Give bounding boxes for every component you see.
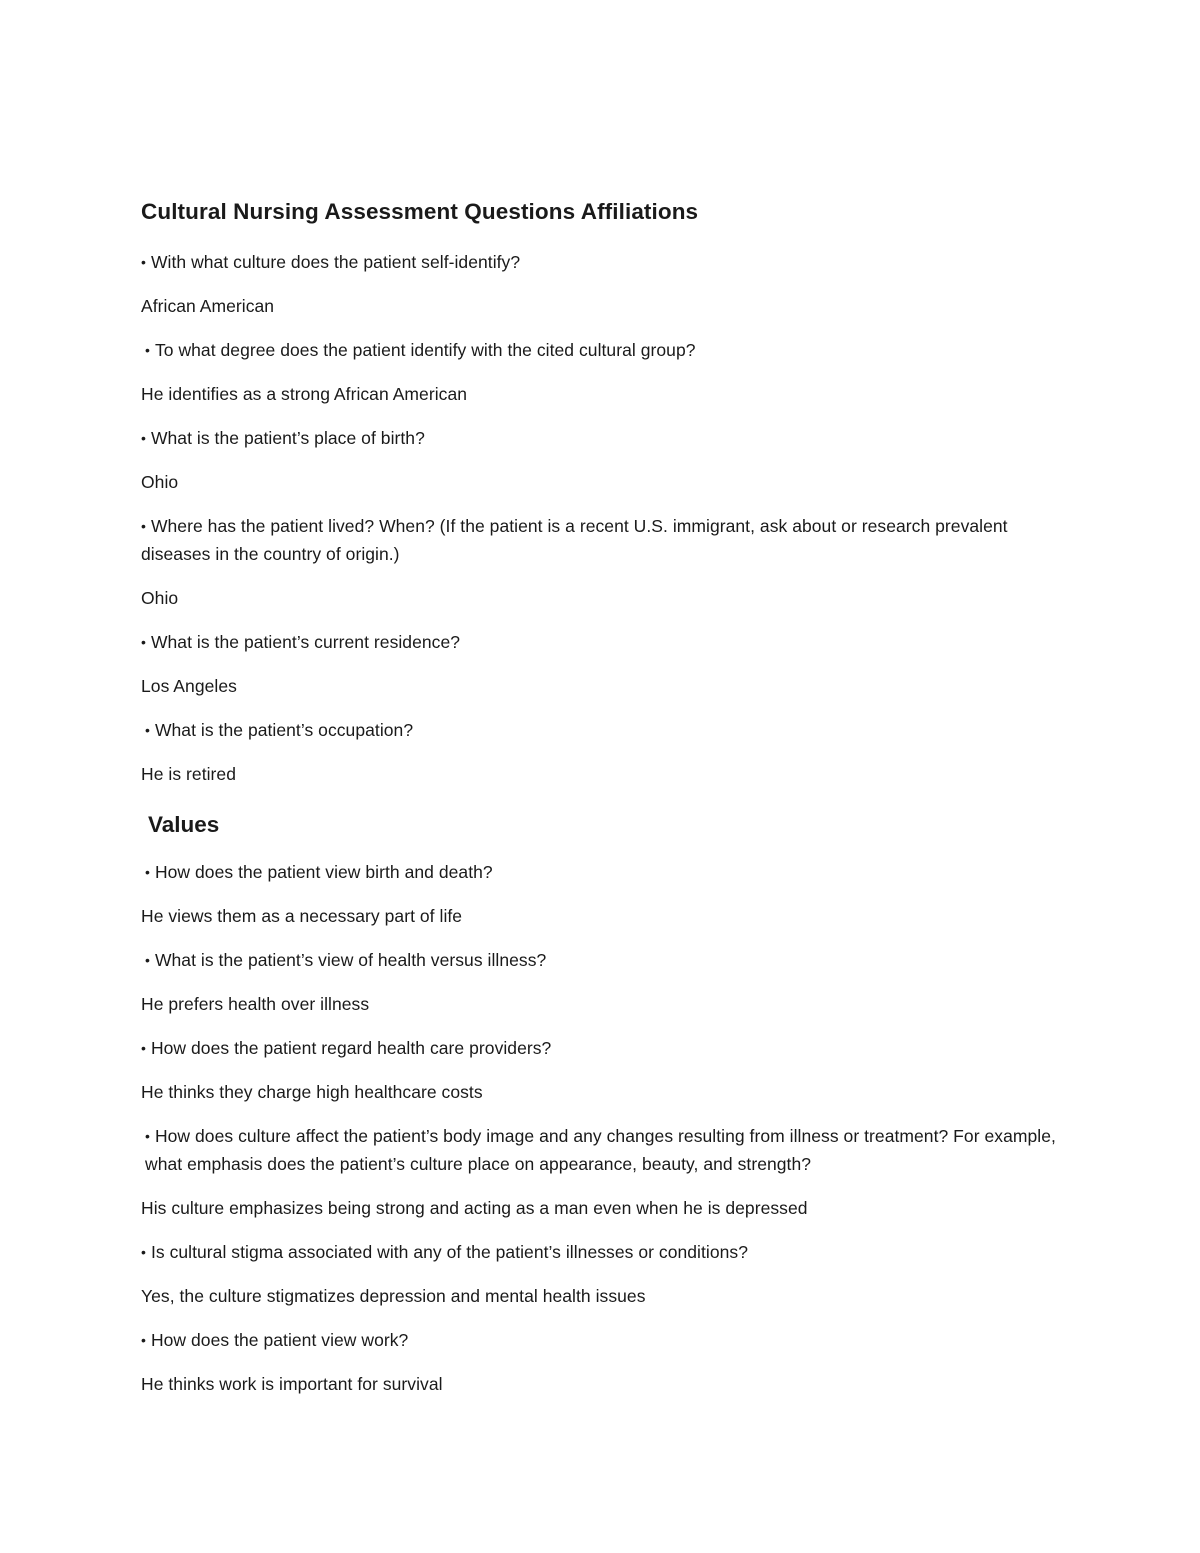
bullet-icon: • bbox=[145, 864, 150, 880]
bullet-icon: • bbox=[141, 1332, 146, 1348]
answer-view-work: He thinks work is important for survival bbox=[141, 1374, 443, 1394]
bullet-icon: • bbox=[145, 342, 150, 358]
document-title: Cultural Nursing Assessment Questions Affiliations bbox=[141, 199, 699, 224]
answer-cultural-stigma: Yes, the culture stigmatizes depression and mental health issues bbox=[141, 1286, 646, 1306]
question-self-identify: • With what culture does the patient self-identify? bbox=[141, 248, 1061, 276]
question-body-image: • How does culture affect the patient’s body image and any changes resulting from illness or treatment? For example, what emphasis does the patient’s culture place on appearance, beauty, and strength? bbox=[141, 1122, 1061, 1178]
question-birth-death: • How does the patient view birth and death? bbox=[141, 858, 1061, 886]
answer-health-care-providers: He thinks they charge high healthcare costs bbox=[141, 1082, 483, 1102]
document-body bbox=[141, 196, 1061, 1414]
answer-health-illness: He prefers health over illness bbox=[141, 994, 370, 1014]
answer-where-lived: Ohio bbox=[141, 588, 179, 608]
answer-occupation: He is retired bbox=[141, 764, 236, 784]
bullet-icon: • bbox=[145, 722, 150, 738]
bullet-icon: • bbox=[141, 1244, 146, 1260]
question-where-lived: • Where has the patient lived? When? (If the patient is a recent U.S. immigrant, ask about or research prevalent diseases in the country of origin.) bbox=[141, 512, 1061, 568]
answer-body-image: His culture emphasizes being strong and acting as a man even when he is depressed bbox=[141, 1198, 808, 1218]
question-health-care-providers: • How does the patient regard health care providers? bbox=[141, 1034, 1061, 1062]
answer-identify-degree: He identifies as a strong African American bbox=[141, 384, 468, 404]
bullet-icon: • bbox=[141, 1040, 146, 1056]
bullet-icon: • bbox=[141, 634, 146, 650]
answer-self-identify: African American bbox=[141, 296, 275, 316]
answer-current-residence: Los Angeles bbox=[141, 676, 237, 696]
bullet-icon: • bbox=[141, 518, 146, 534]
values-heading: Values bbox=[148, 812, 220, 837]
question-identify-degree: • To what degree does the patient identify with the cited cultural group? bbox=[141, 336, 1061, 364]
question-cultural-stigma: • Is cultural stigma associated with any of the patient’s illnesses or conditions? bbox=[141, 1238, 1061, 1266]
bullet-icon: • bbox=[145, 1128, 150, 1144]
answer-birth-death: He views them as a necessary part of life bbox=[141, 906, 463, 926]
question-view-work: • How does the patient view work? bbox=[141, 1326, 1061, 1354]
bullet-icon: • bbox=[145, 952, 150, 968]
bullet-icon: • bbox=[141, 430, 146, 446]
bullet-icon: • bbox=[141, 254, 146, 270]
question-health-illness: • What is the patient’s view of health versus illness? bbox=[141, 946, 1061, 974]
question-place-of-birth: • What is the patient’s place of birth? bbox=[141, 424, 1061, 452]
question-occupation: • What is the patient’s occupation? bbox=[141, 716, 1061, 744]
answer-place-of-birth: Ohio bbox=[141, 472, 179, 492]
question-current-residence: • What is the patient’s current residence? bbox=[141, 628, 1061, 656]
